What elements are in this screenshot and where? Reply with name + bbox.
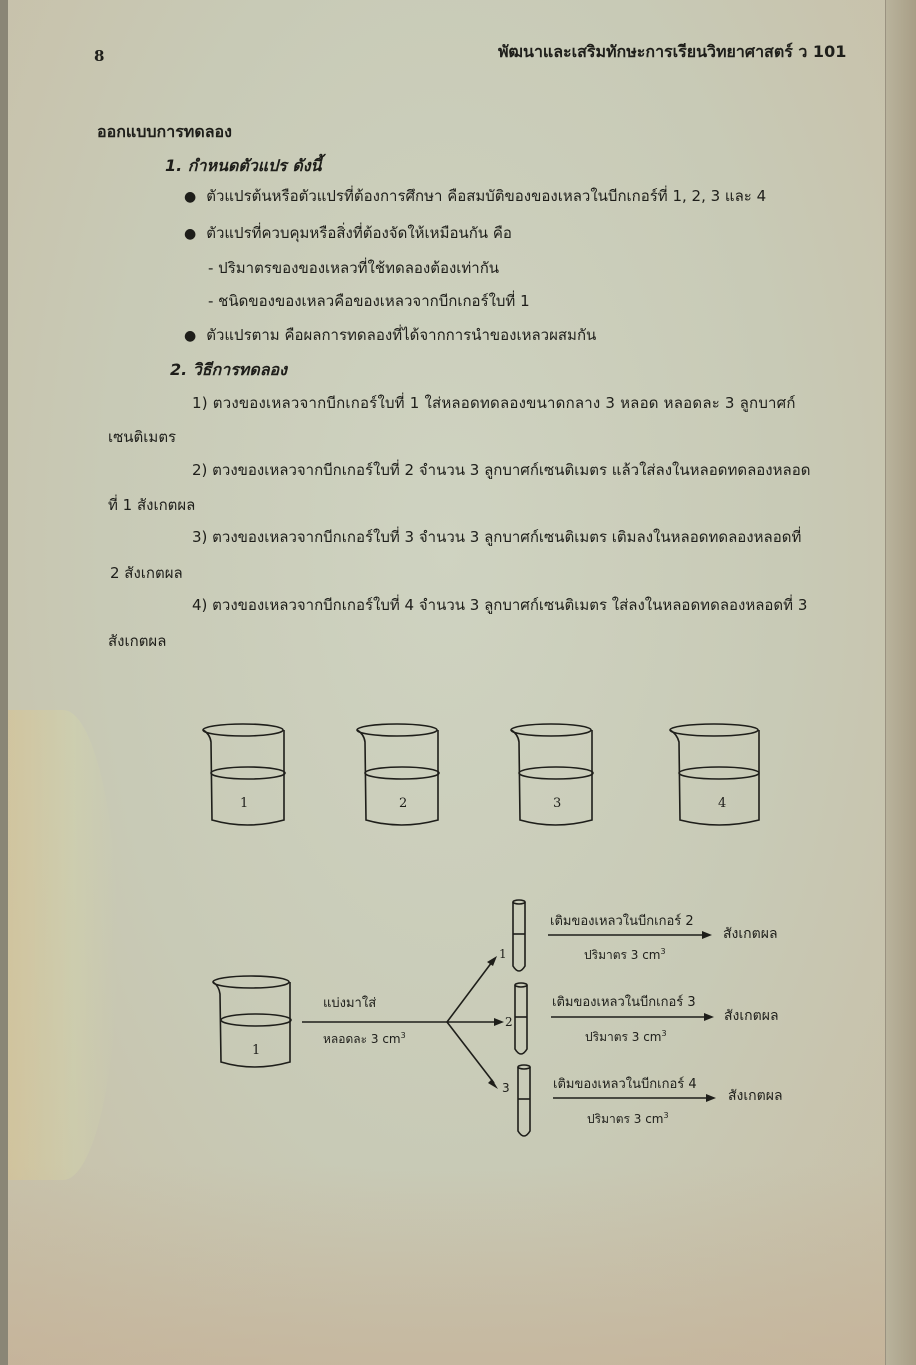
beaker-3-label: 3: [553, 796, 562, 811]
running-title: พัฒนาและเสริมทักษะการเรียนวิทยาศาสตร์ ว 101: [498, 42, 847, 61]
bullet-dependent-variable: ● ตัวแปรตาม คือผลการทดลองที่ได้จากการนำของเหลวผสมกัน: [184, 328, 596, 343]
controlled-item-liquid-type: - ชนิดของของเหลวคือของเหลวจากบีกเกอร์ใบที่ 1: [208, 292, 530, 310]
tube-3-add-label: เติมของเหลวในบีกเกอร์ 4: [553, 1077, 697, 1092]
beaker-4-label: 4: [718, 796, 727, 811]
controlled-item-volume: - ปริมาตรของของเหลวที่ใช้ทดลองต้องเท่ากัน: [208, 259, 500, 277]
tube-3-result: สังเกตผล: [728, 1088, 783, 1104]
bullet-independent-variable: ● ตัวแปรต้นหรือตัวแปรที่ต้องการศึกษา คือสมบัติของของเหลวในบีกเกอร์ที่ 1, 2, 3 และ 4: [184, 189, 766, 204]
split-label-bottom: หลอดละ 3 $cm^3$: [323, 1031, 406, 1046]
source-beaker-label: 1: [252, 1043, 261, 1058]
bullet-controlled-variable: ● ตัวแปรที่ควบคุมหรือสิ่งที่ต้องจัดให้เหมือนกัน คือ: [184, 226, 512, 241]
procedure-2-line1: 2) ตวงของเหลวจากบีกเกอร์ใบที่ 2 จำนวน 3 ลูกบาศก์เซนติเมตร แล้วใส่ลงในหลอดทดลองหลอด: [192, 461, 811, 479]
arrow-to-tube-3: [447, 1022, 494, 1083]
tube-1-volume-label: ปริมาตร 3 $cm^3$: [584, 947, 666, 962]
arrow-to-tube-1: [447, 962, 492, 1022]
split-label-top: แบ่งมาใส่: [323, 996, 377, 1011]
test-tube-2-icon: [515, 983, 527, 1054]
tube-1-result: สังเกตผล: [723, 926, 778, 942]
procedure-4-line2: สังเกตผล: [108, 632, 167, 650]
test-tube-3-icon: [518, 1065, 530, 1136]
procedure-2-line2: ที่ 1 สังเกตผล: [108, 496, 196, 514]
test-tube-1-icon: [513, 900, 525, 971]
beaker-4-icon: [670, 724, 759, 825]
procedure-1-line1: 1) ตวงของเหลวจากบีกเกอร์ใบที่ 1 ใส่หลอดทดลองขนาดกลาง 3 หลอด หลอดละ 3 ลูกบาศก์: [192, 394, 796, 412]
tube-1-add-label: เติมของเหลวในบีกเกอร์ 2: [550, 914, 694, 929]
tube-3-number: 3: [502, 1081, 510, 1095]
tube-2-result: สังเกตผล: [724, 1008, 779, 1024]
beaker-1-label: 1: [240, 796, 249, 811]
tube-2-volume-label: ปริมาตร 3 $cm^3$: [585, 1029, 667, 1044]
tube-2-number: 2: [505, 1015, 513, 1029]
tube-1-number: 1: [499, 947, 507, 961]
tube-2-add-label: เติมของเหลวในบีกเกอร์ 3: [552, 995, 696, 1010]
tube-3-volume-label: ปริมาตร 3 $cm^3$: [587, 1111, 669, 1126]
procedure-1-line2: เซนติเมตร: [108, 428, 177, 446]
page-number: 8: [94, 47, 105, 65]
step1-title: 1. กำหนดตัวแปร ดังนี้: [165, 156, 322, 175]
beaker-2-label: 2: [399, 796, 408, 811]
procedure-4-line1: 4) ตวงของเหลวจากบีกเกอร์ใบที่ 4 จำนวน 3 ลูกบาศก์เซนติเมตร ใส่ลงในหลอดทดลองหลอดที่ 3: [192, 596, 808, 614]
procedure-3-line1: 3) ตวงของเหลวจากบีกเกอร์ใบที่ 3 จำนวน 3 ลูกบาศก์เซนติเมตร เติมลงในหลอดทดลองหลอดที่: [192, 528, 802, 546]
step2-title: 2. วิธีการทดลอง: [170, 360, 287, 379]
beaker-row: [203, 724, 759, 825]
beaker-3-icon: [511, 724, 593, 825]
section-title: ออกแบบการทดลอง: [97, 122, 232, 141]
procedure-3-line2: 2 สังเกตผล: [110, 564, 183, 582]
beaker-2-icon: [357, 724, 439, 825]
